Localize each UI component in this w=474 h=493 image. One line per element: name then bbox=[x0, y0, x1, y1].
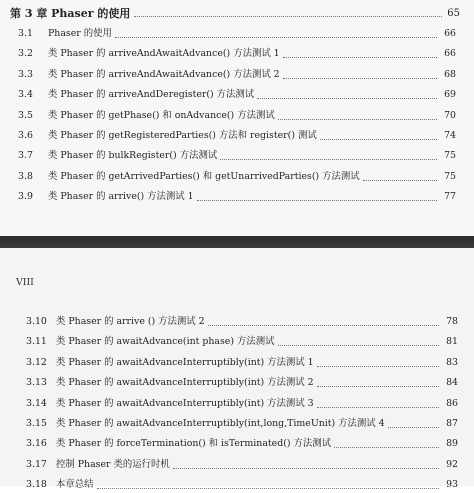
dot-leader bbox=[317, 406, 439, 408]
page-number: 77 bbox=[444, 191, 456, 203]
chapter-page-number: 65 bbox=[447, 7, 460, 19]
section-number: 3.18 bbox=[26, 479, 47, 491]
section-title: 类 Phaser 的 forceTermination() 和 isTerminated() 方法测试 bbox=[56, 438, 332, 450]
page-number: 68 bbox=[444, 68, 456, 80]
section-number: 3.11 bbox=[26, 336, 47, 348]
page-number: 75 bbox=[444, 150, 456, 162]
dot-leader bbox=[97, 487, 439, 489]
page-number: 89 bbox=[446, 438, 458, 450]
section-number: 3.14 bbox=[26, 397, 47, 409]
section-number: 3.16 bbox=[26, 438, 47, 450]
dot-leader bbox=[317, 365, 439, 367]
chapter-heading bbox=[10, 4, 460, 22]
toc-entry bbox=[26, 355, 458, 371]
section-title: 类 Phaser 的 bulkRegister() 方法测试 bbox=[48, 150, 218, 162]
section-number: 3.10 bbox=[26, 316, 47, 327]
dot-leader bbox=[317, 385, 439, 387]
dot-leader bbox=[363, 179, 437, 181]
section-title: 类 Phaser 的 arrive () 方法测试 2 bbox=[56, 316, 205, 327]
page-number: 87 bbox=[446, 418, 458, 429]
page-number: 66 bbox=[444, 28, 456, 39]
toc-entry bbox=[26, 375, 458, 391]
section-number: 3.15 bbox=[26, 418, 47, 429]
section-number: 3.17 bbox=[26, 458, 47, 470]
toc-entry bbox=[18, 46, 456, 62]
page-number: 75 bbox=[444, 170, 456, 182]
toc-entry bbox=[18, 87, 456, 103]
section-title: 类 Phaser 的 arrive() 方法测试 1 bbox=[48, 191, 194, 203]
section-title: 控制 Phaser 类的运行时机 bbox=[56, 458, 170, 470]
page-number: 92 bbox=[446, 458, 458, 470]
toc-entry bbox=[18, 189, 456, 205]
section-number: 3.1 bbox=[18, 28, 33, 39]
section-title: 类 Phaser 的 getPhase() 和 onAdvance() 方法测试 bbox=[48, 109, 275, 121]
page-number: 93 bbox=[446, 479, 458, 491]
section-title: 类 Phaser 的 arriveAndDeregister() 方法测试 bbox=[48, 89, 255, 101]
section-number: 3.4 bbox=[18, 89, 33, 101]
dot-leader bbox=[283, 77, 437, 79]
toc-entry bbox=[26, 396, 458, 412]
dot-leader bbox=[257, 97, 437, 99]
page-divider bbox=[0, 236, 474, 248]
section-number: 3.12 bbox=[26, 356, 47, 368]
dot-leader bbox=[320, 138, 437, 140]
dot-leader bbox=[388, 426, 439, 428]
section-number: 3.3 bbox=[18, 68, 33, 80]
section-title: 类 Phaser 的 awaitAdvance(int phase) 方法测试 bbox=[56, 336, 275, 348]
page-number: 66 bbox=[444, 48, 456, 60]
dot-leader bbox=[278, 344, 440, 346]
section-number: 3.5 bbox=[18, 109, 33, 121]
toc-entry bbox=[26, 416, 458, 432]
dot-leader bbox=[278, 118, 437, 120]
section-title: Phaser 的使用 bbox=[48, 28, 112, 39]
dot-leader bbox=[134, 15, 442, 17]
toc-entry bbox=[26, 314, 458, 330]
dot-leader bbox=[197, 199, 437, 201]
toc-entry bbox=[26, 457, 458, 473]
page-number: 81 bbox=[446, 336, 458, 348]
dot-leader bbox=[115, 36, 437, 38]
section-number: 3.9 bbox=[18, 191, 33, 203]
chapter-title: 第 3 章 Phaser 的使用 bbox=[10, 7, 131, 20]
section-title: 类 Phaser 的 arriveAndAwaitAdvance() 方法测试 1 bbox=[48, 48, 280, 60]
dot-leader bbox=[173, 467, 439, 469]
section-title: 类 Phaser 的 getRegisteredParties() 方法和 register() 测试 bbox=[48, 130, 317, 141]
toc-entry bbox=[26, 436, 458, 452]
dot-leader bbox=[220, 158, 437, 160]
toc-entry bbox=[18, 148, 456, 164]
dot-leader bbox=[334, 446, 439, 448]
toc-entry bbox=[26, 334, 458, 350]
dot-leader bbox=[208, 324, 439, 326]
toc-entry bbox=[18, 26, 456, 42]
section-number: 3.8 bbox=[18, 170, 33, 182]
page-number: 86 bbox=[446, 397, 458, 409]
section-title: 类 Phaser 的 awaitAdvanceInterruptibly(int) 方法测试 3 bbox=[56, 397, 314, 409]
section-title: 类 Phaser 的 awaitAdvanceInterruptibly(int) 方法测试 1 bbox=[56, 356, 314, 368]
page-number: 78 bbox=[446, 316, 458, 327]
toc-entry bbox=[18, 169, 456, 185]
toc-entry bbox=[18, 108, 456, 124]
toc-entry bbox=[18, 67, 456, 83]
page-number: 74 bbox=[444, 130, 456, 141]
section-number: 3.7 bbox=[18, 150, 33, 162]
section-number: 3.2 bbox=[18, 48, 33, 60]
section-title: 类 Phaser 的 getArrivedParties() 和 getUnarrivedParties() 方法测试 bbox=[48, 170, 360, 182]
toc-entry bbox=[26, 477, 458, 493]
section-title: 类 Phaser 的 awaitAdvanceInterruptibly(int,long,TimeUnit) 方法测试 4 bbox=[56, 418, 385, 429]
section-title: 本章总结 bbox=[56, 479, 94, 491]
dot-leader bbox=[283, 56, 437, 58]
section-title: 类 Phaser 的 awaitAdvanceInterruptibly(int) 方法测试 2 bbox=[56, 377, 314, 389]
toc-entry bbox=[18, 128, 456, 144]
page-number: 70 bbox=[444, 109, 456, 121]
section-number: 3.13 bbox=[26, 377, 47, 389]
section-title: 类 Phaser 的 arriveAndAwaitAdvance() 方法测试 2 bbox=[48, 68, 280, 80]
page-number: 69 bbox=[444, 89, 456, 101]
page-number: 84 bbox=[446, 377, 458, 389]
section-number: 3.6 bbox=[18, 130, 33, 141]
page-number-roman: VIII bbox=[16, 277, 34, 288]
page-number: 83 bbox=[446, 356, 458, 368]
